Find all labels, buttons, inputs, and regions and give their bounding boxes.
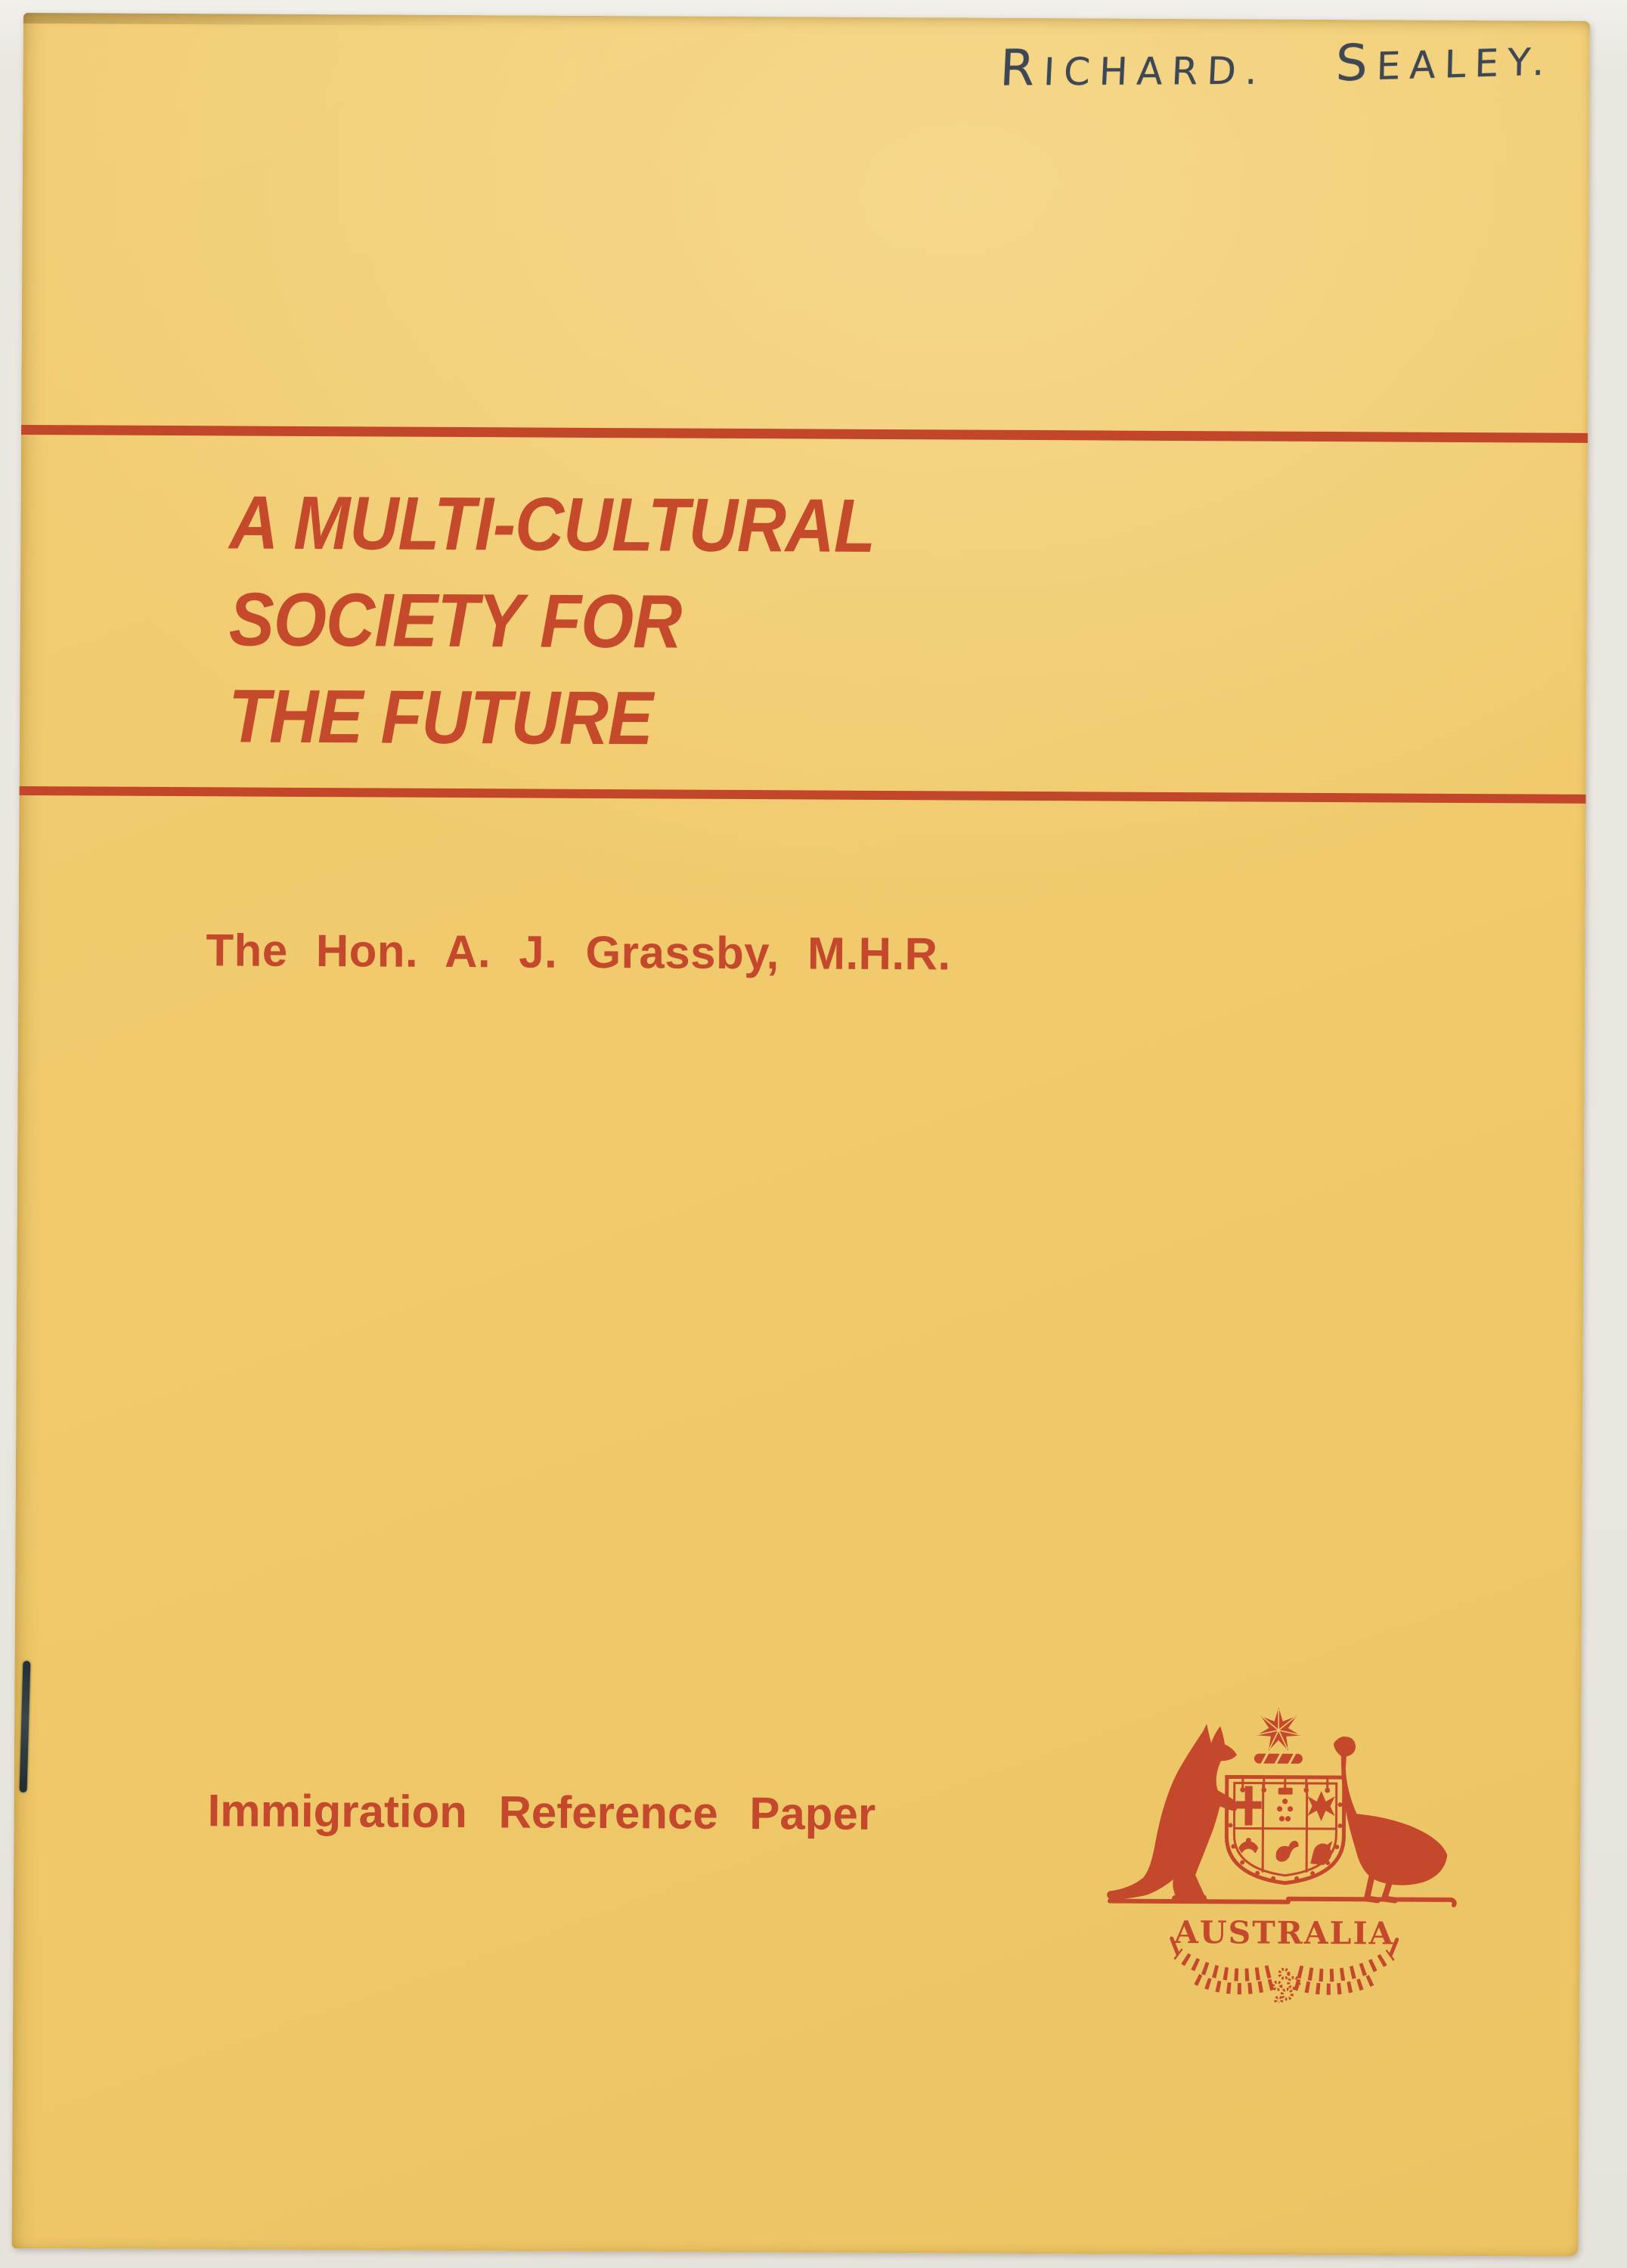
book-cover <box>12 13 1590 2257</box>
emu-icon <box>1333 1737 1448 1885</box>
australia-coat-of-arms-icon <box>1105 1707 1461 2003</box>
cover-title-line-2: SOCIETY FOR <box>228 577 682 665</box>
author-byline: The Hon. A. J. Grassby, M.H.R. <box>206 925 951 980</box>
divider-rule-top <box>21 425 1588 443</box>
divider-rule-bottom <box>20 786 1586 804</box>
kangaroo-icon <box>1107 1724 1238 1901</box>
australia-label: AUSTRALIA <box>1173 1914 1395 1952</box>
cover-title <box>228 474 947 768</box>
handwritten-first-name: RICHARD. <box>998 39 1268 98</box>
cover-title-line-1: A MULTI-CULTURAL <box>229 480 875 569</box>
handwritten-last-name: SEALEY. <box>1335 33 1554 93</box>
handwritten-owner-name <box>998 33 1554 98</box>
top-edge-wear <box>23 13 492 26</box>
cover-title-line-3: THE FUTURE <box>228 674 653 761</box>
series-label: Immigration Reference Paper <box>207 1785 876 1839</box>
federation-shield <box>1226 1777 1344 1883</box>
